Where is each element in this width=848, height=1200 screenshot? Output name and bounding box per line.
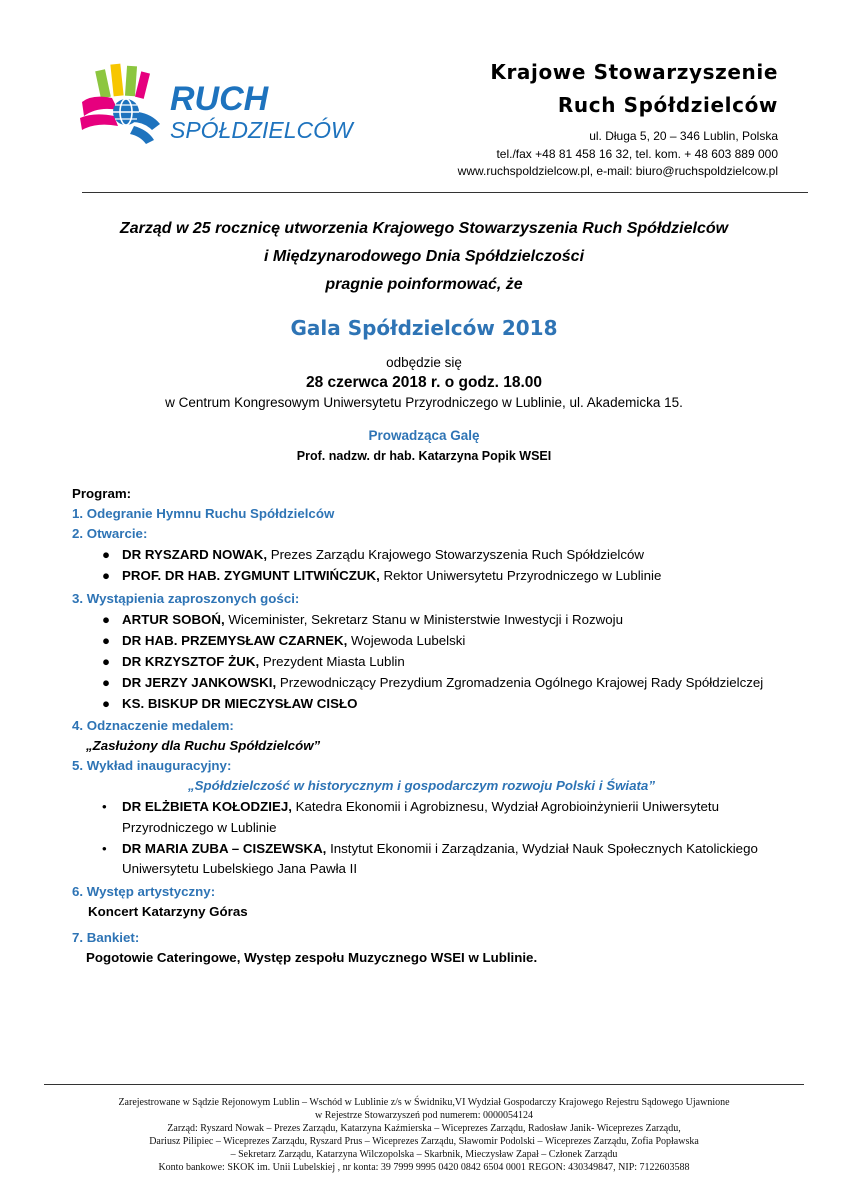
bullet-icon: ● (102, 674, 111, 690)
intro-line-2: i Międzynarodowego Dnia Spółdzielczości (263, 248, 585, 265)
list-item: ● DR KRZYSZTOF ŻUK, Prezydent Miasta Lublin (72, 652, 792, 673)
list-item: • DR ELŻBIETA KOŁODZIEJ, Katedra Ekonomii i Agrobiznesu, Wydział Agrobioinżynierii Uniwersytetu Przyrodniczego w Lublinie (102, 799, 719, 835)
bullet-icon: • (102, 840, 107, 856)
intro-text (0, 215, 848, 299)
phone: tel./fax +48 81 458 16 32, tel. kom. + 48 603 889 000 (496, 146, 778, 161)
program-section-7: 7. Bankiet: (72, 929, 140, 945)
program-section-5: 5. Wykład inauguracyjny: (72, 758, 232, 773)
banquet-details: Pogotowie Cateringowe, Występ zespołu Muzycznego WSEI w Lublinie. (86, 949, 538, 965)
footer-line-6: Konto bankowe: SKOK im. Unii Lubelskiej , nr konta: 39 7999 9995 0420 0842 6504 0001 REGON: 430349847, NIP: 7122603588 (158, 1162, 690, 1173)
lecturers-list (72, 797, 792, 880)
guest-speakers-list (72, 610, 792, 715)
concert-name: Koncert Katarzyny Góras (88, 903, 248, 919)
host-label: Prowadząca Galę (368, 428, 480, 443)
ruch-spoldzielcow-logo (78, 62, 378, 144)
bullet-icon: ● (102, 547, 111, 562)
footer-divider (44, 1084, 804, 1085)
footer-line-1: Zarejestrowane w Sądzie Rejonowym Lublin – Wschód w Lublinie z/s w Świdniku,VI Wydział Gospodarczy Krajowego Rejestru Sądowego Ujawnione (118, 1097, 730, 1108)
intro-line-1: Zarząd w 25 rocznicę utworzenia Krajowego Stowarzyszenia Ruch Spółdzielców (119, 220, 729, 237)
bullet-icon: ● (102, 632, 111, 648)
logo-hands-icon (78, 62, 378, 144)
program-heading: Program: (72, 486, 132, 501)
footer-line-4: Dariusz Pilipiec – Wiceprezes Zarządu, Ryszard Prus – Wiceprezes Zarządu, Sławomir Podolski – Wiceprezes Zarządu, Zofia Popławska (149, 1136, 699, 1147)
web-email: www.ruchspoldzielcow.pl, e-mail: biuro@ruchspoldzielcow.pl (457, 164, 778, 178)
event-venue: w Centrum Kongresowym Uniwersytetu Przyrodniczego w Lublinie, ul. Akademicka 15. (165, 395, 683, 410)
org-name-line1: Krajowe Stowarzyszenie (490, 60, 778, 84)
list-item: ● ARTUR SOBOŃ, Wiceminister, Sekretarz Stanu w Ministerstwie Inwestycji i Rozwoju (72, 610, 792, 631)
org-name-line2: Ruch Spółdzielców (557, 93, 778, 117)
bullet-icon: ● (102, 653, 111, 669)
address: ul. Długa 5, 20 – 346 Lublin, Polska (589, 129, 778, 143)
list-item: ● DR JERZY JANKOWSKI, Przewodniczący Prezydium Zgromadzenia Ogólnego Krajowej Rady Spółdzielczej (72, 673, 792, 694)
gala-title: Gala Spółdzielców 2018 (290, 316, 558, 340)
bullet-icon: • (102, 799, 107, 814)
opening-speakers-list (72, 545, 792, 587)
list-item: • DR MARIA ZUBA – CISZEWSKA, Instytut Ekonomii i Zarządzania, Wydział Nauk Społecznych Katolickiego Uniwersytetu Lubelskiego Jana Pawła II (102, 840, 758, 876)
footer-line-3: Zarząd: Ryszard Nowak – Prezes Zarządu, Katarzyna Kaźmierska – Wiceprezes Zarządu, Radosław Janik- Wiceprezes Zarządu, (167, 1123, 681, 1134)
organization-name (490, 58, 778, 121)
list-item: ● DR RYSZARD NOWAK, Prezes Zarządu Krajowego Stowarzyszenia Ruch Spółdzielców (72, 545, 792, 566)
list-item: ● PROF. DR HAB. ZYGMUNT LITWIŃCZUK, Rektor Uniwersytetu Przyrodniczego w Lublinie (72, 566, 792, 587)
logo-word-spoldzielcow: SPÓŁDZIELCÓW (170, 117, 353, 143)
event-details (0, 354, 848, 412)
host-block (0, 425, 848, 466)
logo-word-ruch: RUCH (170, 80, 269, 118)
footer (0, 1096, 848, 1174)
event-date: 28 czerwca 2018 r. o godz. 18.00 (305, 374, 543, 391)
event-will-take-place: odbędzie się (386, 355, 462, 370)
list-item: ● KS. BISKUP DR MIECZYSŁAW CISŁO (72, 694, 792, 715)
intro-line-3: pragnie poinformować, że (325, 276, 523, 293)
host-name: Prof. nadzw. dr hab. Katarzyna Popik WSEI (296, 449, 552, 463)
program-section-6: 6. Występ artystyczny: (72, 883, 216, 899)
program-section-3: 3. Wystąpienia zaproszonych gości: (72, 590, 300, 606)
footer-line-2: w Rejestrze Stowarzyszeń pod numerem: 0000054124 (314, 1110, 533, 1121)
lecture-title: „Spółdzielczość w historycznym i gospodarczym rozwoju Polski i Świata” (188, 778, 655, 793)
contact-block (458, 128, 778, 181)
bullet-icon: ● (102, 611, 111, 627)
bullet-icon: ● (102, 568, 111, 583)
program-section-1: 1. Odegranie Hymnu Ruchu Spółdzielców (72, 506, 335, 521)
medal-name: „Zasłużony dla Ruchu Spółdzielców” (86, 738, 321, 753)
header-divider (82, 192, 808, 193)
bullet-icon: ● (102, 695, 111, 711)
list-item: ● DR HAB. PRZEMYSŁAW CZARNEK, Wojewoda Lubelski (72, 631, 792, 652)
program (72, 484, 792, 968)
program-section-4: 4. Odznaczenie medalem: (72, 718, 234, 733)
program-section-2: 2. Otwarcie: (72, 526, 148, 541)
footer-line-5: – Sekretarz Zarządu, Katarzyna Wilczopolska – Skarbnik, Mieczysław Zapał – Członek Zarządu (230, 1149, 618, 1160)
